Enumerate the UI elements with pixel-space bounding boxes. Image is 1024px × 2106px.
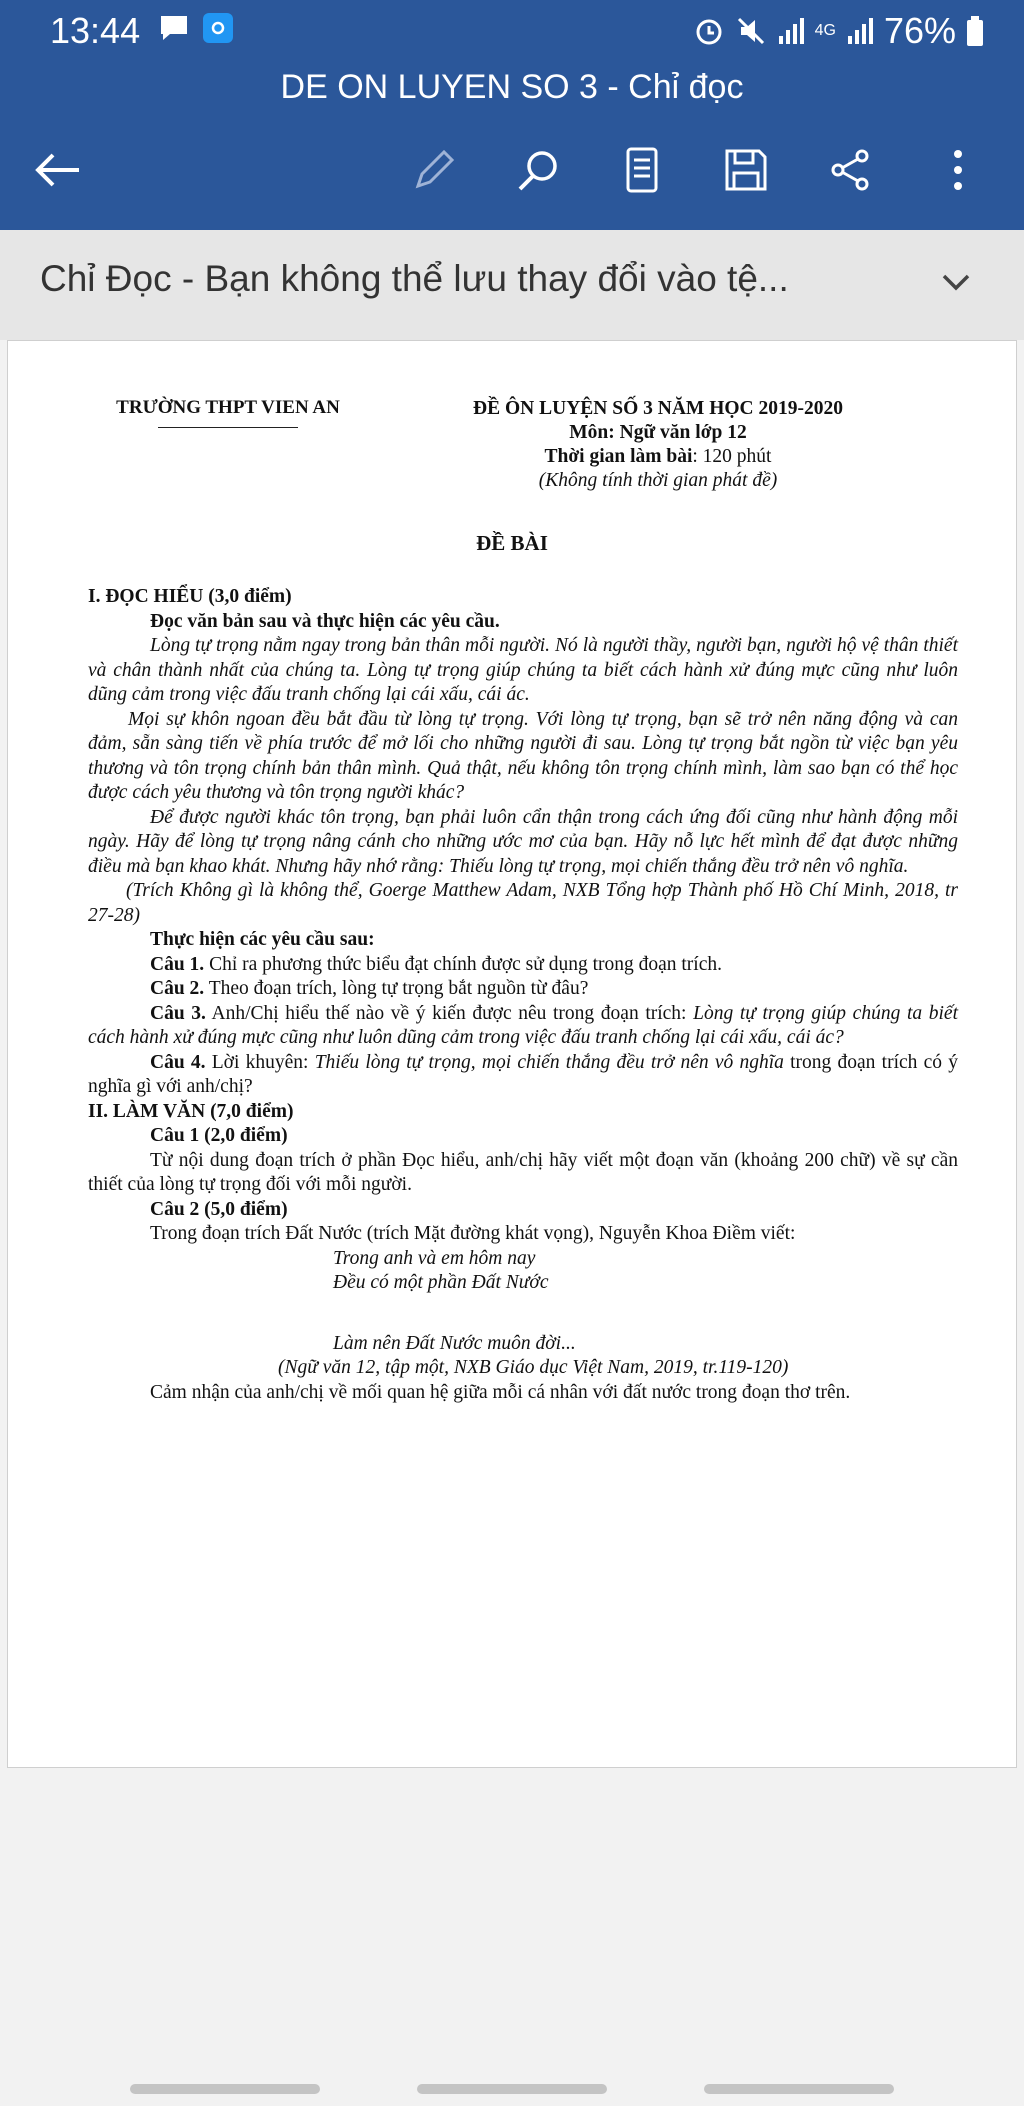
document-title: DE ON LUYEN SO 3 - Chỉ đọc (280, 68, 744, 106)
message-icon (158, 13, 190, 43)
poem-source: (Ngữ văn 12, tập một, NXB Giáo dục Việt Nam, 2019, tr.119-120) (278, 1357, 789, 1378)
poem-line-3: Làm nên Đất Nước muôn đời... (333, 1332, 576, 1354)
writing-question-1: Từ nội dung đoạn trích ở phần Đọc hiểu, anh/chị hãy viết một đoạn văn (khoảng 200 chữ) về sự cần thiết của lòng tự trọng đối với mỗi người. (88, 1149, 958, 1195)
exam-header (398, 397, 918, 493)
writing-question-2-label: Câu 2 (5,0 điểm) (150, 1198, 288, 1220)
share-button[interactable] (820, 140, 880, 200)
question-4: Câu 4. Lời khuyên: Thiếu lòng tự trọng, mọi chiến thắng đều trở nên vô nghĩa trong đoạn trích có ý nghĩa gì với anh/chị? (88, 1051, 958, 1097)
nav-handle-right[interactable] (704, 2084, 894, 2094)
school-name: TRƯỜNG THPT VIEN AN (116, 397, 340, 418)
chevron-down-icon (938, 264, 974, 300)
divider (158, 427, 298, 428)
alarm-icon (693, 15, 725, 47)
writing-question-1-label: Câu 1 (2,0 điểm) (150, 1125, 288, 1146)
gesture-nav-bar (0, 2070, 1024, 2106)
question-2: Câu 2. Theo đoạn trích, lòng tự trọng bắt nguồn từ đâu? (150, 978, 589, 999)
question-3: Câu 3. Anh/Chị hiểu thế nào về ý kiến được nêu trong đoạn trích: Lòng tự trọng giúp chúng ta biết cách hành xử đúng mực cũng như luôn dũng cảm trong việc đấu tranh chống lại cái xấu, cái ác? (88, 1002, 958, 1048)
battery-icon (966, 15, 984, 47)
signal-icon (777, 16, 805, 46)
nav-handle-center[interactable] (417, 2084, 607, 2094)
search-icon (514, 146, 562, 194)
save-button[interactable] (716, 140, 776, 200)
share-icon (826, 146, 874, 194)
edit-button[interactable] (404, 140, 464, 200)
question-1: Câu 1. Chỉ ra phương thức biểu đạt chính được sử dụng trong đoạn trích. (150, 953, 722, 975)
exam-subject: Môn: Ngữ văn lớp 12 (569, 422, 747, 443)
search-button[interactable] (508, 140, 568, 200)
save-icon (722, 146, 770, 194)
battery-percent: 76% (883, 10, 956, 51)
exam-time-note: (Không tính thời gian phát đề) (538, 470, 778, 491)
passage-paragraph-2: Mọi sự khôn ngoan đều bắt đầu từ lòng tự trọng. Với lòng tự trọng, bạn sẽ trở nên năng động và can đảm, sẵn sàng tiến về phía trước để mở lối cho những người đi sau. Lòng tự trọng bắt ngồn từ việc bạn yêu thương và tôn trọng chính bản thân mình. Quả thật, nếu không tôn trọng chính mình, làm sao bạn có thể học được cách yêu thương và tôn trọng người khác? (88, 708, 958, 803)
school-header (78, 397, 378, 428)
nav-handle-left[interactable] (130, 2084, 320, 2094)
back-button[interactable] (28, 140, 88, 200)
exam-time: Thời gian làm bài: 120 phút (544, 446, 772, 467)
poem-line-1: Trong anh và em hôm nay (333, 1247, 536, 1269)
pencil-icon (410, 146, 458, 194)
status-bar (0, 0, 1024, 62)
writing-question-2-task: Cảm nhận của anh/chị về mối quan hệ giữa mỗi cá nhân với đất nước trong đoạn thơ trên. (150, 1381, 851, 1403)
doc-heading: ĐỀ BÀI (476, 531, 548, 555)
hearing-icon (202, 12, 234, 44)
more-icon (948, 146, 968, 194)
status-time: 13:44 (50, 10, 141, 51)
section-2-heading: II. LÀM VĂN (7,0 điểm) (88, 1100, 294, 1122)
document-body (88, 561, 958, 1405)
back-arrow-icon (33, 150, 83, 190)
reading-view-icon (622, 146, 662, 194)
expand-banner-button[interactable] (938, 264, 974, 305)
reading-instruction: Đọc văn bản sau và thực hiện các yêu cầu. (150, 610, 500, 632)
more-options-button[interactable] (928, 140, 988, 200)
writing-question-2-intro: Trong đoạn trích Đất Nước (trích Mặt đường khát vọng), Nguyễn Khoa Điềm viết: (150, 1223, 796, 1244)
requirements-heading: Thực hiện các yêu cầu sau: (150, 929, 375, 950)
document-page (7, 340, 1017, 1768)
readonly-message: Chỉ Đọc - Bạn không thể lưu thay đổi vào tệ... (40, 258, 789, 299)
section-1-heading: I. ĐỌC HIỂU (3,0 điểm) (88, 586, 292, 607)
passage-citation: (Trích Không gì là không thể, Goerge Matthew Adam, NXB Tổng hợp Thành phố Hồ Chí Minh, 2018, tr 27-28) (88, 880, 958, 926)
passage-paragraph-1: Lòng tự trọng nằm ngay trong bản thân mỗi người. Nó là người thầy, người bạn, người hộ vệ thân thiết và chân thành nhất của chúng ta. Lòng tự trọng giúp chúng ta biết cách hành xử đúng mực cũng như luôn dũng cảm trong việc đấu tranh chống lại cái xấu, cái ác. (88, 635, 958, 705)
reading-view-button[interactable] (612, 140, 672, 200)
poem-line-2: Đều có một phần Đất Nước (333, 1272, 549, 1293)
toolbar (0, 130, 1024, 210)
network-type: 4G (814, 22, 836, 39)
passage-paragraph-3: Để được người khác tôn trọng, bạn phải luôn cẩn thận trong cách ứng đối cũng như hành động mỗi ngày. Hãy để lòng tự trọng nâng cánh cho những ước mơ của bạn. Hãy nỗ lực hết mình để đạt được những điều mà bạn khao khát. Nhưng hãy nhớ rằng: Thiếu lòng tự trọng, mọi chiến thắng đều trở nên vô nghĩa. (88, 806, 958, 877)
exam-title: ĐỀ ÔN LUYỆN SỐ 3 NĂM HỌC 2019-2020 (473, 398, 843, 419)
mute-icon (735, 15, 767, 47)
readonly-banner[interactable] (0, 230, 1024, 340)
signal-icon-2 (846, 16, 874, 46)
app-header (0, 0, 1024, 230)
